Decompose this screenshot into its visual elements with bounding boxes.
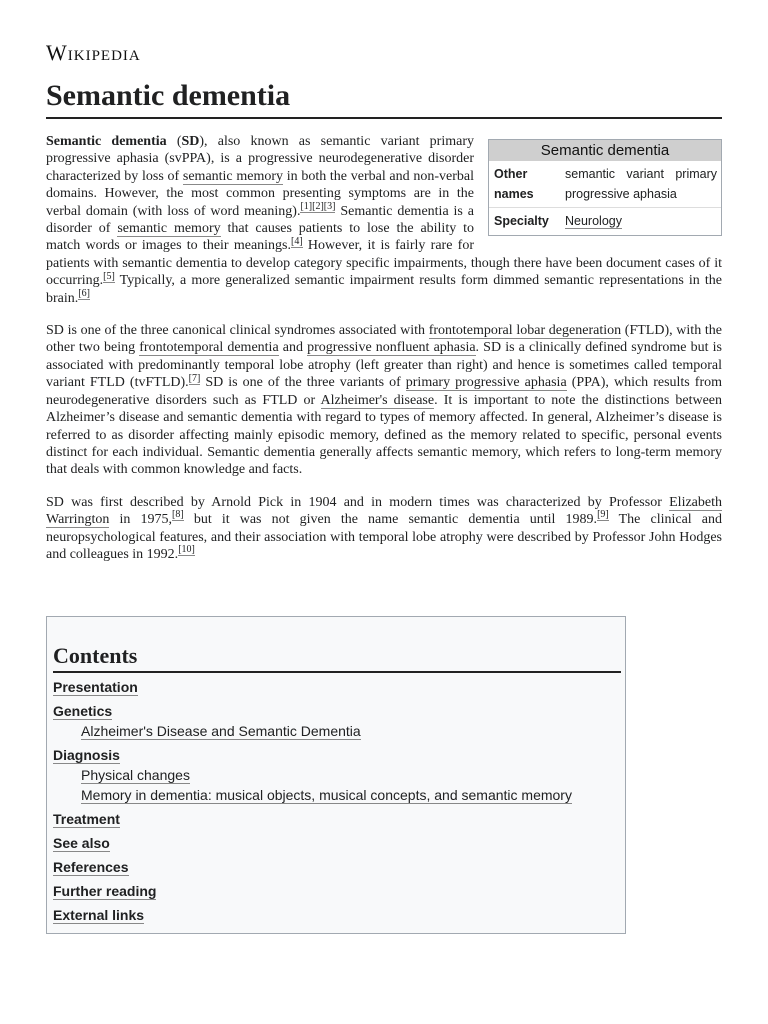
infobox — [488, 139, 722, 236]
ref-6[interactable]: [6] — [78, 288, 90, 299]
toc-link[interactable]: See also — [53, 835, 110, 851]
text: (PPA), which results from neurodegenerative disorders such as FTLD or — [46, 375, 722, 408]
toc-link[interactable]: Treatment — [53, 811, 120, 827]
text: Semantic dementia is a disorder of — [46, 203, 474, 237]
text: ( — [166, 134, 182, 149]
link-elizabeth-warrington[interactable]: Elizabeth Warrington — [46, 494, 722, 528]
toc-link[interactable]: Further reading — [53, 883, 157, 899]
infobox-value — [560, 208, 721, 235]
text: However, it is fairly rare for patients with semantic dementia to develop category specific impairments, though there have been document cases of it occurring. — [46, 238, 722, 289]
toc-link[interactable]: References — [53, 859, 129, 875]
text: SD is one of the three canonical clinical syndromes associated with — [46, 323, 429, 339]
link-frontotemporal-dementia[interactable]: frontotemporal dementia — [139, 340, 279, 356]
link-frontotemporal-lobar-degeneration[interactable]: frontotemporal lobar degeneration — [428, 323, 622, 339]
toc-link[interactable]: External links — [53, 907, 145, 923]
wikipedia-logo[interactable]: Wikipedia — [46, 40, 141, 65]
toc-link[interactable]: Genetics — [53, 703, 113, 719]
infobox-title: Semantic dementia — [489, 140, 721, 161]
toc-subitem — [81, 721, 651, 741]
ref-10[interactable]: [10] — [178, 544, 195, 556]
ref-5[interactable]: [5] — [103, 270, 115, 282]
ref-8[interactable]: [8] — [172, 509, 184, 521]
link-semantic-memory[interactable]: semantic memory — [182, 168, 284, 184]
text: in 1975, — [109, 512, 173, 528]
infobox-value: semantic variant primary progressive aphasia — [565, 167, 717, 201]
toc-subitem — [81, 785, 651, 805]
toc-item-genetics — [53, 701, 623, 741]
link-primary-progressive-aphasia[interactable]: primary progressive aphasia — [405, 375, 567, 391]
ref-4[interactable]: [4] — [291, 235, 303, 247]
text: and — [278, 340, 308, 356]
table-of-contents — [46, 616, 626, 934]
infobox-label: Other names — [494, 167, 534, 201]
text: that causes patients to lose the ability to match words or images to their meanings. — [46, 221, 474, 254]
link-semantic-memory[interactable]: semantic memory — [117, 221, 221, 237]
text: Typically, a more generalized semantic impairment results form dimmed semantic representations in the brain. — [46, 273, 722, 306]
toc-sublink[interactable]: Alzheimer's Disease and Semantic Dementia — [81, 723, 361, 739]
ref-1[interactable]: [1] — [300, 200, 313, 212]
toc-item-diagnosis — [53, 745, 623, 805]
link-alzheimers-disease[interactable]: Alzheimer's disease — [320, 392, 435, 408]
link-neurology[interactable]: Neurology — [565, 214, 622, 229]
article-body — [46, 133, 722, 578]
page-title: Semantic dementia — [46, 78, 722, 119]
toc-item-see-also — [53, 833, 623, 853]
ref-2[interactable]: [2] — [312, 200, 324, 212]
toc-sublink[interactable]: Memory in dementia: musical objects, musical concepts, and semantic memory — [81, 787, 572, 803]
text: in both the verbal and non-verbal domains. However, the most common presenting symptoms are in the verbal domain (with loss of word meaning). — [46, 168, 474, 219]
infobox-row-other-names — [489, 161, 721, 208]
text: ), also known as semantic variant primary progressive aphasia (svPPA), is a progressive neurodegenerative disorder characterized by loss of — [46, 134, 474, 184]
toc-title: Contents — [53, 643, 621, 673]
toc-item-treatment — [53, 809, 623, 829]
infobox-label: Specialty — [489, 208, 560, 235]
text: . It is important to note the distinctions between Alzheimer’s disease and semantic dementia with regard to types of memory affected. In general, Alzheimer’s disease is referred to as disorder affecting mainly episodic memory, defined as the memory related to specific, personal events distinct for each individual. Semantic dementia generally affects semantic memory, which refers to long-term memory that deals with common knowledge and facts. — [46, 392, 723, 478]
term-bold: SD — [181, 134, 200, 149]
infobox-row-specialty — [489, 208, 721, 235]
ref-7[interactable]: [7] — [188, 372, 201, 384]
toc-sublink[interactable]: Physical changes — [81, 767, 190, 783]
paragraph-ftld — [46, 322, 722, 479]
link-progressive-nonfluent-aphasia[interactable]: progressive nonfluent aphasia — [307, 340, 476, 356]
term-bold: Semantic dementia — [46, 134, 167, 149]
toc-item-external-links — [53, 905, 623, 925]
text: . SD is a clinically defined syndrome but is associated with predominantly temporal lobe atrophy (left greater than right) and hence is sometimes called temporal variant FTLD (tvFTLD). — [46, 340, 722, 391]
text: but it was not given the name semantic dementia until 1989. — [183, 512, 598, 528]
text: The clinical and neuropsychological features, and their association with temporal lobe atrophy were described by Professor John Hodges and colleagues in 1992. — [46, 512, 723, 562]
ref-9[interactable]: [9] — [597, 509, 609, 521]
ref-3[interactable]: [3] — [323, 200, 336, 212]
toc-item-references — [53, 857, 623, 877]
paragraph-history — [46, 494, 722, 564]
toc-link[interactable]: Presentation — [53, 679, 138, 695]
toc-list — [53, 677, 623, 929]
text: (FTLD), with the other two being — [46, 323, 722, 356]
toc-subitem — [81, 765, 651, 785]
text: SD was first described by Arnold Pick in 1904 and in modern times was characterized by Professor — [46, 494, 670, 510]
toc-item-further-reading — [53, 881, 623, 901]
toc-link[interactable]: Diagnosis — [53, 747, 120, 763]
text: SD is one of the three variants of — [200, 375, 406, 391]
toc-item-presentation — [53, 677, 623, 697]
